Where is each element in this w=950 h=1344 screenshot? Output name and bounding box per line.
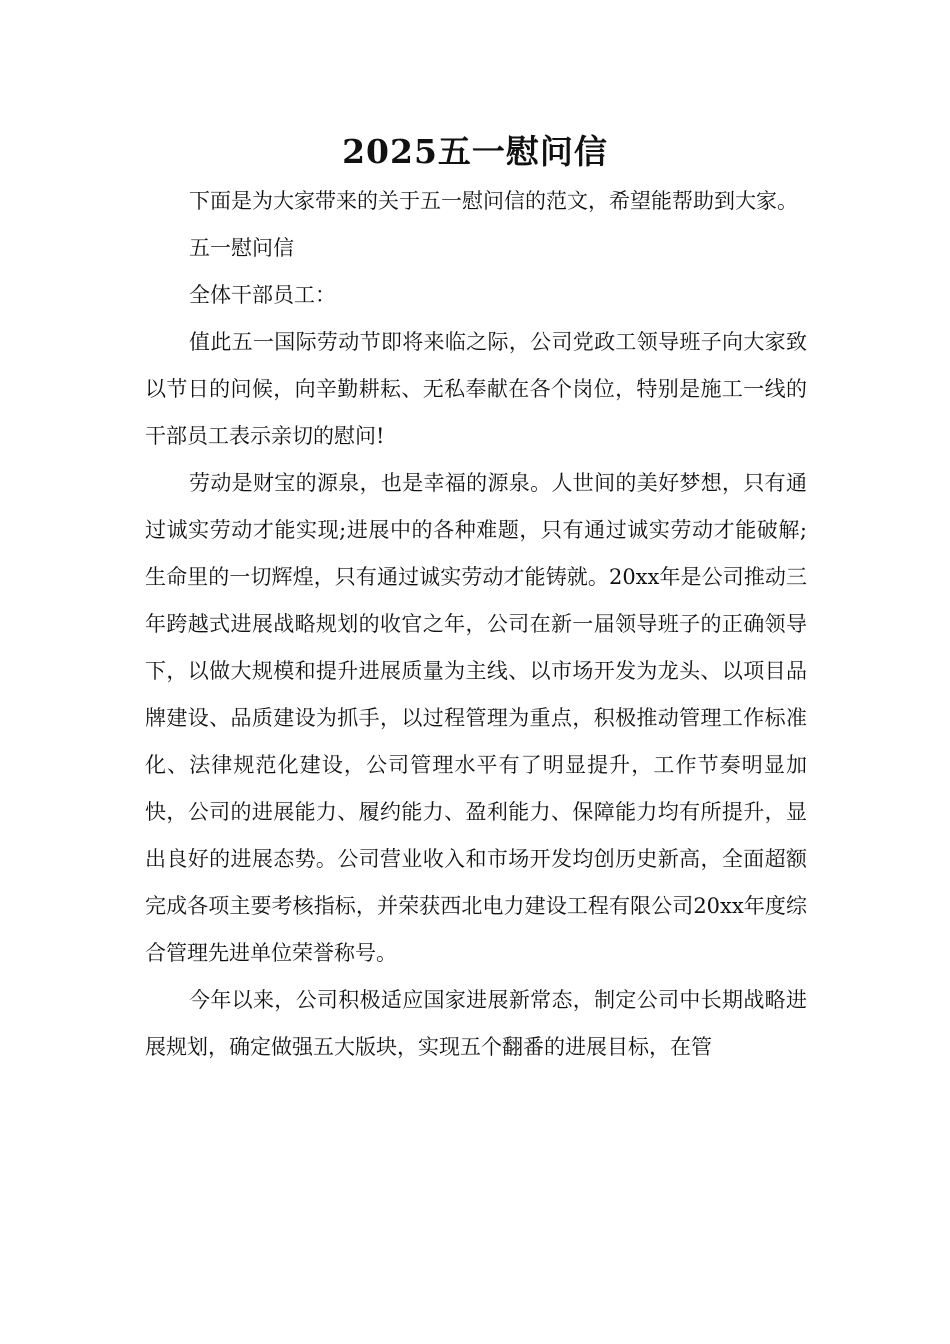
body-paragraph: 值此五一国际劳动节即将来临之际，公司党政工领导班子向大家致以节日的问候，向辛勤耕耘、无私奉献在各个岗位，特别是施工一线的干部员工表示亲切的慰问! [145,330,807,448]
letter-heading: 五一慰问信 [189,236,294,260]
document-body [145,178,807,1071]
document-title: 2025五一慰问信 [342,132,608,171]
salutation: 全体干部员工： [189,283,336,307]
body-paragraph: 今年以来，公司积极适应国家进展新常态，制定公司中长期战略进展规划，确定做强五大版块，实现五个翻番的进展目标，在管 [145,988,807,1059]
body-paragraph: 劳动是财宝的源泉，也是幸福的源泉。人世间的美好梦想，只有通过诚实劳动才能实现;进展中的各种难题，只有通过诚实劳动才能破解;生命里的一切辉煌，只有通过诚实劳动才能铸就。20xx年是公司推动三年跨越式进展战略规划的收官之年，公司在新一届领导班子的正确领导下，以做大规模和提升进展质量为主线、以市场开发为龙头、以项目品牌建设、品质建设为抓手，以过程管理为重点，积极推动管理工作标准化、法律规范化建设，公司管理水平有了明显提升，工作节奏明显加快，公司的进展能力、履约能力、盈利能力、保障能力均有所提升，显出良好的进展态势。公司营业收入和市场开发均创历史新高，全面超额完成各项主要考核指标，并荣获西北电力建设工程有限公司20xx年度综合管理先进单位荣誉称号。 [145,471,807,965]
intro-paragraph: 下面是为大家带来的关于五一慰问信的范文，希望能帮助到大家。 [189,189,798,213]
